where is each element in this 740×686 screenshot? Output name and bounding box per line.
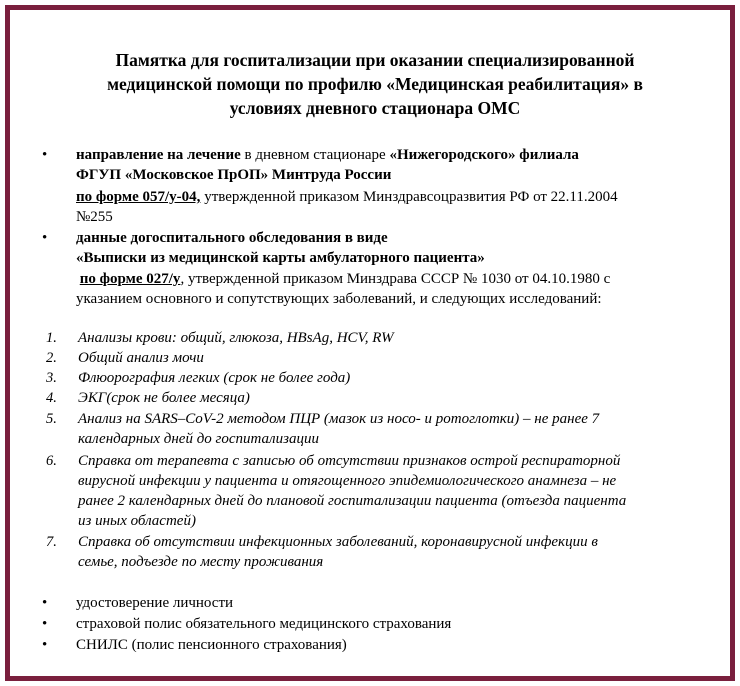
bullet-marker: • [42, 637, 48, 653]
exam-line-3 [76, 269, 610, 289]
document-frame [5, 5, 735, 681]
referral-line-1 [76, 145, 579, 165]
exam-line-2: «Выписки из медицинской карты амбулаторного пациента» [76, 250, 485, 266]
bullet-marker: • [42, 595, 48, 611]
test-item-cont: из иных областей) [78, 513, 196, 529]
referral-form-text: утвержденной приказом Минздравсоцразвития РФ от 22.11.2004 [200, 189, 618, 205]
referral-text: в дневном стационаре [240, 147, 390, 163]
test-item: Анализы крови: общий, глюкоза, HBsAg, HCV, RW [78, 330, 394, 346]
test-item-cont: календарных дней до госпитализации [78, 431, 319, 447]
title-line: условиях дневного стационара ОМС [229, 98, 521, 118]
exam-form: по форме 027/у [79, 271, 181, 287]
exam-line-4: указанием основного и сопутствующих заболеваний, и следующих исследований: [76, 291, 602, 307]
test-item: Справка от терапевта с записью об отсутствии признаков острой респираторной [78, 453, 621, 469]
test-item-cont: семье, подъезде по месту проживания [78, 554, 324, 570]
document-title [10, 48, 740, 120]
document-item: удостоверение личности [76, 595, 234, 611]
exam-line-1: данные догоспитального обследования в виде [76, 230, 388, 246]
document-item: СНИЛС (полис пенсионного страхования) [76, 637, 347, 653]
bullet-marker: • [42, 147, 48, 163]
referral-label: направление на лечение [76, 147, 241, 163]
document-item: страховой полис обязательного медицинского страхования [76, 616, 452, 632]
bullet-marker: • [42, 230, 48, 246]
test-item: ЭКГ(срок не более месяца) [78, 390, 250, 406]
test-item: Общий анализ мочи [78, 350, 204, 366]
title-line: Памятка для госпитализации при оказании специализированной [115, 50, 635, 70]
exam-form-text: , утвержденной приказом Минздрава СССР № 1030 от 04.10.1980 с [180, 271, 611, 287]
referral-line-4: №255 [76, 209, 113, 225]
test-item: Анализ на SARS–CoV-2 методом ПЦР (мазок из носо- и ротоглотки) – не ранее 7 [78, 411, 600, 427]
test-item-cont: ранее 2 календарных дней до плановой госпитализации пациента (отъезда пациента [78, 493, 627, 509]
test-item: Справка об отсутствии инфекционных заболеваний, коронавирусной инфекции в [78, 534, 598, 550]
test-item-cont: вирусной инфекции у пациента и отягощенного эпидемиологического анамнеза – не [78, 473, 617, 489]
test-number: 2. [46, 350, 57, 366]
referral-line-2: ФГУП «Московское ПрОП» Минтруда России [76, 167, 392, 183]
test-item: Флюорография легких (срок не более года) [78, 370, 351, 386]
bullet-marker: • [42, 616, 48, 632]
test-number: 7. [46, 534, 57, 550]
test-number: 4. [46, 390, 57, 406]
test-number: 5. [46, 411, 57, 427]
branch-name: «Нижегородского» филиала [389, 147, 579, 163]
referral-form: по форме 057/у-04, [76, 189, 201, 205]
test-number: 3. [46, 370, 57, 386]
test-number: 1. [46, 330, 57, 346]
referral-line-3 [76, 187, 618, 207]
title-line: медицинской помощи по профилю «Медицинская реабилитация» в [107, 74, 643, 94]
test-number: 6. [46, 453, 57, 469]
